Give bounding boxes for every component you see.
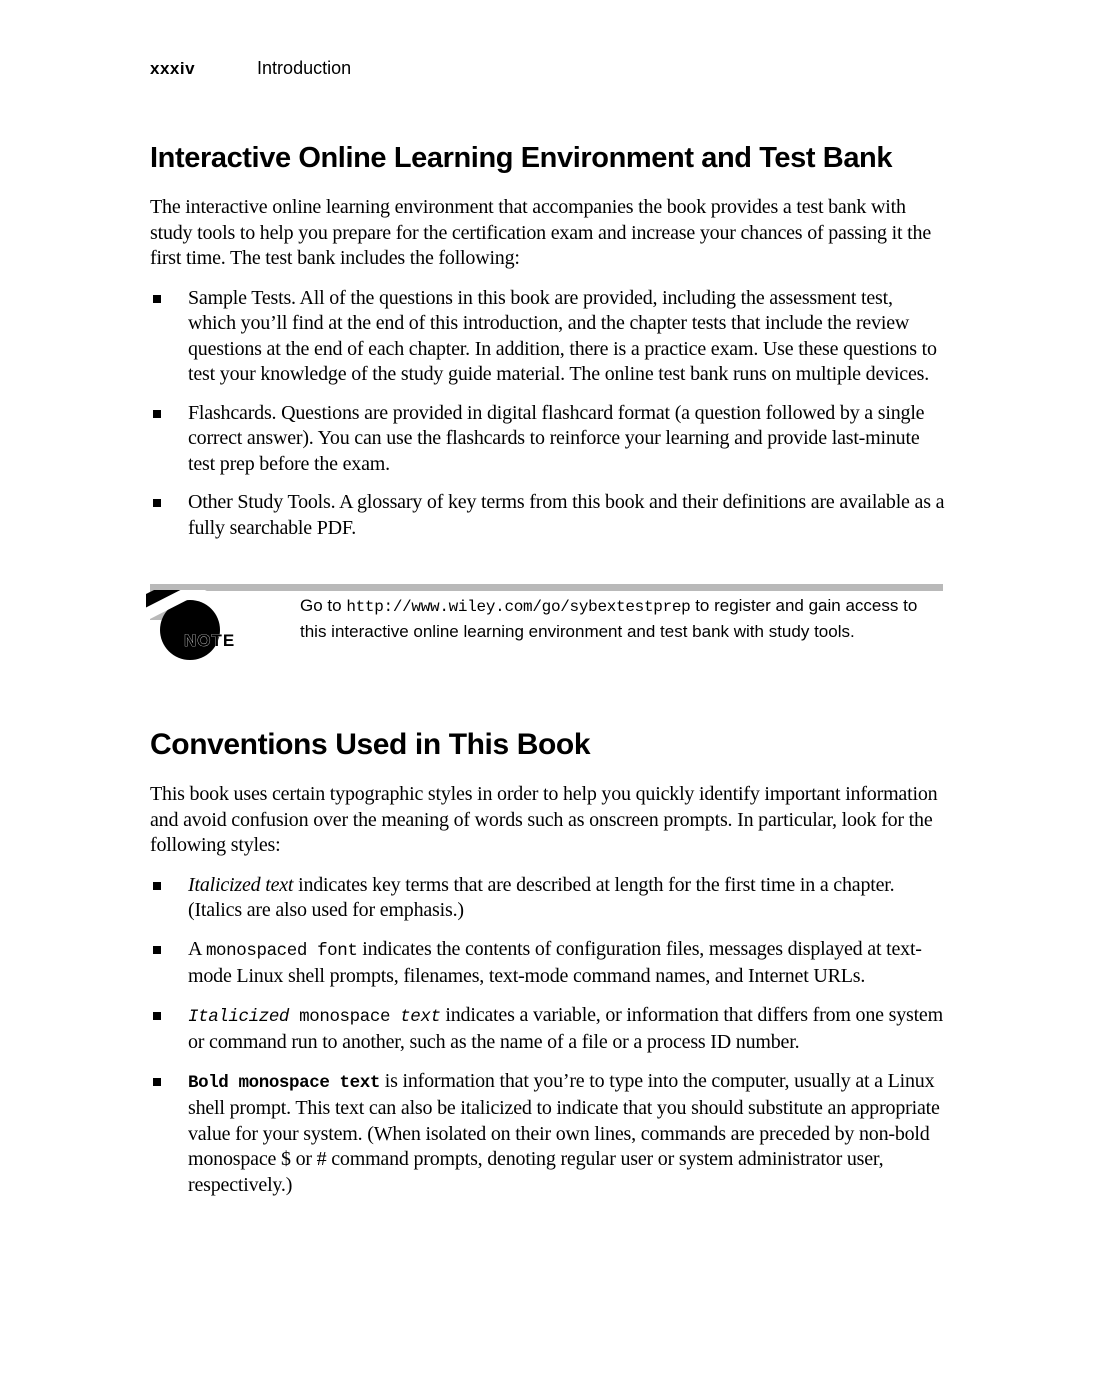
note-text	[300, 584, 948, 643]
monospace-term: monospaced font	[205, 940, 358, 961]
bullet-square-icon	[153, 946, 161, 954]
italic-term: Italicized text	[188, 873, 294, 896]
bold-monospace-term: Bold monospace text	[188, 1072, 380, 1093]
bullet-text: is information that you’re to type into the computer, usually at a Linux shell prompt. This text can also be italicized to indicate that you should substitute an appropriate value for your system. (When isolated on their own lines, commands are preceded by non-bold monospace $ or # command prompts, denoting regular user or system administrator user, respectively.)	[188, 1069, 940, 1196]
italic-monospace-term: text	[400, 1006, 441, 1027]
bullet-text: Other Study Tools. A glossary of key terms from this book and their definitions are available as a fully searchable PDF.	[188, 491, 945, 539]
conventions-intro-paragraph: This book uses certain typographic styles in order to help you quickly identify important information and avoid confusion over the meaning of words such as onscreen prompts. In particular, look for the following styles:	[150, 783, 938, 856]
bullet-text: Sample Tests. All of the questions in this book are provided, including the assessment test, which you’ll find at the end of this introduction, and the chapter tests that include the review questions at the end of each chapter. In addition, there is a practice exam. Use these questions to test your knowledge of the study guide material. The online test bank runs on multiple devices.	[188, 286, 937, 385]
note-url: http://www.wiley.com/go/sybextestprep	[346, 598, 691, 616]
test-bank-bullet-list	[150, 286, 945, 542]
bullet-square-icon	[153, 882, 161, 890]
list-item	[150, 937, 945, 990]
bullet-square-icon	[153, 1078, 161, 1086]
list-item	[150, 1069, 945, 1199]
bullet-text: indicates key terms that are described at length for the first time in a chapter. (Italics are also used for emphasis.)	[188, 873, 895, 921]
running-header	[150, 58, 945, 79]
bullet-text: Flashcards. Questions are provided in digital flashcard format (a question followed by a single correct answer). You can use the flashcards to reinforce your learning and provide last-minute test prep before the exam.	[188, 401, 925, 475]
test-bank-heading: Interactive Online Learning Environment and Test Bank	[150, 142, 893, 174]
conventions-heading: Conventions Used in This Book	[150, 728, 591, 761]
page-number: xxxiv	[150, 59, 196, 78]
page-content	[150, 0, 945, 1211]
note-text-suffix: to register and gain access to this interactive online learning environment and test bank with study tools.	[300, 596, 918, 641]
bullet-square-icon	[153, 1012, 161, 1020]
bullet-text: indicates a variable, or information that differs from one system or command run to another, such as the name of a file or a process ID number.	[188, 1003, 943, 1053]
note-callout	[150, 584, 945, 668]
list-item	[150, 1003, 945, 1056]
test-bank-intro-paragraph: The interactive online learning environment that accompanies the book provides a test bank with study tools to help you prepare for the certification exam and increase your chances of passing it the first time. The test bank includes the following:	[150, 196, 931, 269]
list-item	[150, 873, 945, 924]
note-pencil-icon	[146, 590, 250, 668]
conventions-bullet-list	[150, 873, 945, 1199]
bullet-text: indicates the contents of configuration files, messages displayed at text-mode Linux shell prompts, filenames, text-mode command names, and Internet URLs.	[188, 937, 922, 987]
bullet-square-icon	[153, 410, 161, 418]
bullet-text: A	[188, 937, 206, 960]
running-section-title: Introduction	[257, 58, 352, 78]
note-divider-bar	[150, 584, 943, 591]
bullet-square-icon	[153, 295, 161, 303]
list-item	[150, 490, 945, 541]
note-text-prefix: Go to	[300, 596, 347, 615]
list-item	[150, 401, 945, 478]
italic-monospace-term: Italicized	[188, 1006, 290, 1027]
monospace-term: monospace	[289, 1006, 401, 1027]
list-item	[150, 286, 945, 388]
note-icon-label: NOTE	[184, 631, 236, 650]
bullet-square-icon	[153, 499, 161, 507]
